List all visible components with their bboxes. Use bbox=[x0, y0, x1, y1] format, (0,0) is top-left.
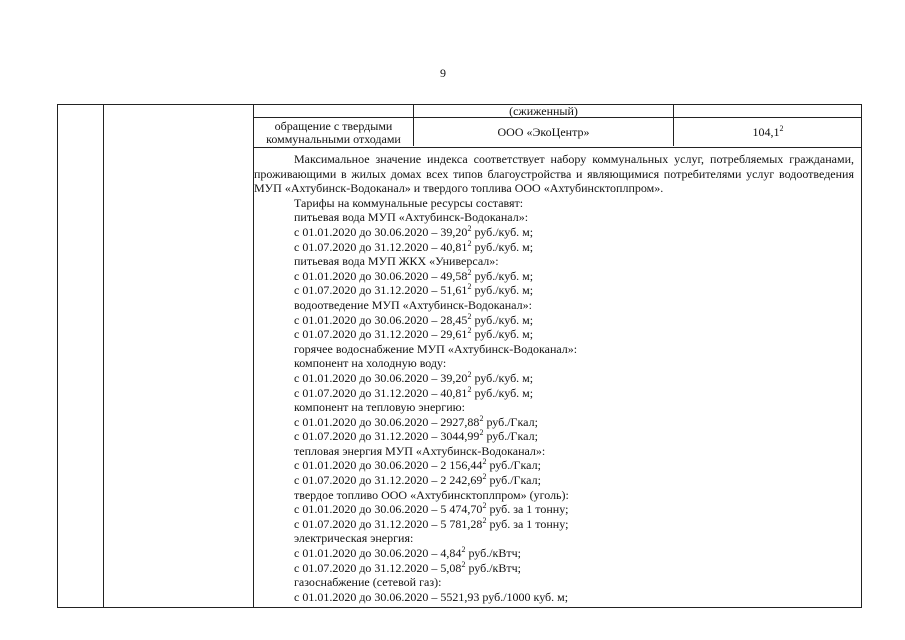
footnote-marker: 2 bbox=[467, 311, 472, 321]
tariff-line-unit: руб./Гкал; bbox=[486, 473, 541, 488]
footnote-marker: 2 bbox=[467, 223, 472, 233]
tariff-line bbox=[294, 444, 854, 459]
tariff-line-text: Тарифы на коммунальные ресурсы составят: bbox=[294, 195, 524, 210]
tariff-line bbox=[294, 356, 854, 371]
tariff-line-text: компонент на холодную воду: bbox=[294, 356, 447, 371]
tariff-line-unit: руб./Гкал; bbox=[483, 429, 538, 444]
tariff-line-text: с 01.01.2020 до 30.06.2020 – 4,84 bbox=[294, 546, 462, 561]
table-cell-service: обращение с твердыми коммунальными отходами bbox=[266, 119, 401, 146]
tariff-line-text: горячее водоснабжение МУП «Ахтубинск-Водоканал»: bbox=[294, 341, 578, 356]
tariff-line bbox=[294, 225, 854, 240]
footnote-marker: 2 bbox=[467, 326, 472, 336]
tariff-line bbox=[294, 517, 854, 532]
tariff-line-text: с 01.07.2020 до 31.12.2020 – 2 242,69 bbox=[294, 473, 483, 488]
tariff-line-unit: руб. за 1 тонну; bbox=[486, 502, 569, 517]
tariff-line bbox=[294, 415, 854, 430]
tariff-line-text: твердое топливо ООО «Ахтубинсктоплпром» (уголь): bbox=[294, 487, 569, 502]
tariff-line-text: электрическая энергия: bbox=[294, 531, 414, 546]
tariff-line-text: с 01.07.2020 до 31.12.2020 – 5 781,28 bbox=[294, 516, 483, 531]
tariff-line-unit: руб./куб. м; bbox=[471, 385, 534, 400]
tariff-line-unit: руб./кВтч; bbox=[465, 546, 522, 561]
tariff-line-text: компонент на тепловую энергию: bbox=[294, 400, 465, 415]
tariff-line-text: с 01.07.2020 до 31.12.2020 – 29,61 bbox=[294, 327, 468, 342]
tariff-line-text: с 01.07.2020 до 31.12.2020 – 3044,99 bbox=[294, 429, 480, 444]
tariff-line bbox=[294, 458, 854, 473]
tariff-line bbox=[294, 561, 854, 576]
tariff-line-text: с 01.01.2020 до 30.06.2020 – 39,20 bbox=[294, 370, 468, 385]
footnote-marker: 2 bbox=[482, 515, 487, 525]
tariff-line-unit: руб./куб. м; bbox=[471, 239, 534, 254]
tariff-line-unit: руб./куб. м; bbox=[471, 312, 534, 327]
table-cell-provider: ООО «ЭкоЦентр» bbox=[497, 125, 590, 139]
tariff-line bbox=[294, 210, 854, 225]
tariff-line-unit: руб./Гкал; bbox=[486, 458, 541, 473]
tariff-line bbox=[294, 254, 854, 269]
footnote-marker: 2 bbox=[479, 428, 484, 438]
footnote-marker: 2 bbox=[467, 384, 472, 394]
table-cell-value bbox=[674, 126, 862, 139]
tariff-line-text: питьевая вода МУП ЖКХ «Универсал»: bbox=[294, 254, 499, 269]
tariff-line-unit: руб./кВтч; bbox=[465, 560, 522, 575]
footnote-marker: 2 bbox=[479, 413, 484, 423]
tariff-line-unit: руб./куб. м; bbox=[471, 283, 534, 298]
footnote-marker: 2 bbox=[482, 501, 487, 511]
tariff-line-unit: руб./куб. м; bbox=[471, 327, 534, 342]
column-border bbox=[103, 105, 104, 607]
tariff-text-block bbox=[254, 152, 854, 604]
row-border bbox=[253, 147, 861, 148]
footnote-marker: 2 bbox=[467, 238, 472, 248]
tariff-line-text: с 01.01.2020 до 30.06.2020 – 49,58 bbox=[294, 268, 468, 283]
table-cell-liquefied: (сжиженный) bbox=[509, 104, 578, 118]
tariff-line bbox=[294, 488, 854, 503]
tariff-line bbox=[294, 313, 854, 328]
footnote-marker: 2 bbox=[467, 267, 472, 277]
page-number: 9 bbox=[440, 66, 446, 80]
tariff-line-text: тепловая энергия МУП «Ахтубинск-Водоканал»: bbox=[294, 443, 546, 458]
tariff-line-text: с 01.01.2020 до 30.06.2020 – 2927,88 bbox=[294, 414, 480, 429]
tariff-line-unit: руб./куб. м; bbox=[471, 224, 534, 239]
tariff-line bbox=[294, 429, 854, 444]
tariff-line bbox=[294, 575, 854, 590]
value-number: 104,1 bbox=[752, 125, 780, 139]
tariff-line-text: питьевая вода МУП «Ахтубинск-Водоканал»: bbox=[294, 210, 529, 225]
tariff-line bbox=[294, 400, 854, 415]
tariff-line-text: газоснабжение (сетевой газ): bbox=[294, 575, 442, 590]
tariff-line bbox=[294, 342, 854, 357]
tariff-line bbox=[294, 502, 854, 517]
tariff-line-unit: руб./куб. м; bbox=[471, 370, 534, 385]
tariff-line-text: с 01.07.2020 до 31.12.2020 – 40,81 bbox=[294, 385, 468, 400]
tariff-line-text: с 01.01.2020 до 30.06.2020 – 28,45 bbox=[294, 312, 468, 327]
tariff-line-unit: руб./куб. м; bbox=[471, 268, 534, 283]
footnote-marker: 2 bbox=[467, 282, 472, 292]
document-table bbox=[57, 104, 862, 608]
tariff-line bbox=[294, 386, 854, 401]
tariff-line bbox=[294, 371, 854, 386]
tariff-line bbox=[294, 546, 854, 561]
tariff-line-text: с 01.01.2020 до 30.06.2020 – 5 474,70 bbox=[294, 502, 483, 517]
tariff-line-text: с 01.01.2020 до 30.06.2020 – 5521,93 руб./1000 куб. м; bbox=[294, 589, 569, 604]
footnote-marker: 2 bbox=[467, 369, 472, 379]
footnote-marker: 2 bbox=[461, 559, 466, 569]
tariff-line-unit: руб. за 1 тонну; bbox=[486, 516, 569, 531]
tariff-line-text: с 01.01.2020 до 30.06.2020 – 2 156,44 bbox=[294, 458, 483, 473]
tariff-line-text: с 01.01.2020 до 30.06.2020 – 39,20 bbox=[294, 224, 468, 239]
tariff-line bbox=[294, 327, 854, 342]
tariff-line-text: с 01.07.2020 до 31.12.2020 – 51,61 bbox=[294, 283, 468, 298]
tariff-lines bbox=[254, 196, 854, 605]
footnote-marker: 2 bbox=[461, 545, 466, 555]
tariff-line bbox=[294, 473, 854, 488]
footnote-marker: 2 bbox=[482, 457, 487, 467]
footnote-marker: 2 bbox=[482, 472, 487, 482]
tariff-line-unit: руб./Гкал; bbox=[483, 414, 538, 429]
tariff-line-text: водоотведение МУП «Ахтубинск-Водоканал»: bbox=[294, 297, 532, 312]
tariff-line bbox=[294, 531, 854, 546]
tariff-line bbox=[294, 298, 854, 313]
tariff-line-text: с 01.07.2020 до 31.12.2020 – 40,81 bbox=[294, 239, 468, 254]
tariff-line-text: с 01.07.2020 до 31.12.2020 – 5,08 bbox=[294, 560, 462, 575]
tariff-line bbox=[294, 283, 854, 298]
tariff-line bbox=[294, 196, 854, 211]
tariff-line bbox=[294, 269, 854, 284]
tariff-line bbox=[294, 240, 854, 255]
value-footnote: 2 bbox=[779, 124, 784, 133]
tariff-line bbox=[294, 590, 854, 605]
index-paragraph: Максимальное значение индекса соответствует набору коммунальных услуг, потребляемых гражданами, проживающими в жилых домах всех типов благоустройства и являющимися потребителями услуг водоотведения МУП «Ахтубинск-Водоканал» и твердого топлива ООО «Ахтубинсктоплпром». bbox=[254, 152, 854, 196]
